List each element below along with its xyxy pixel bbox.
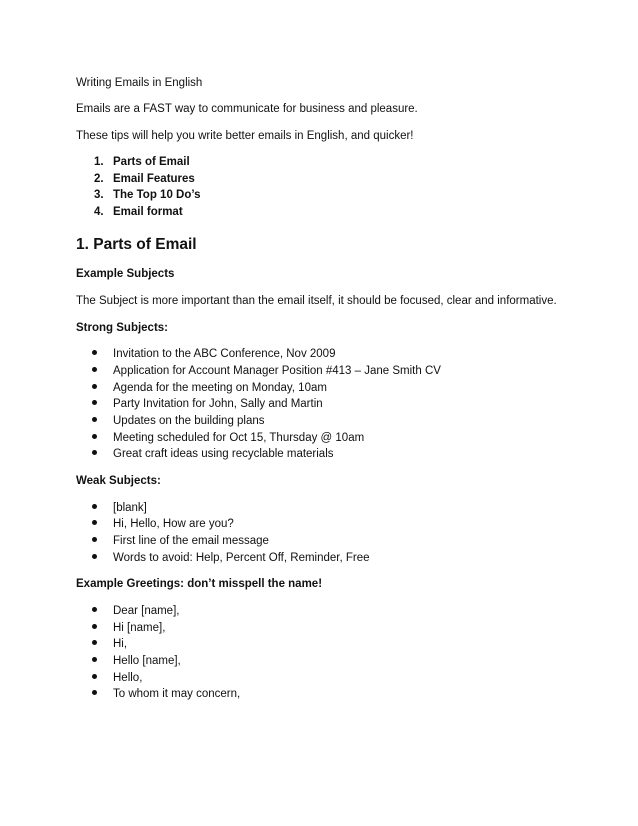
bullet-icon: [92, 537, 97, 542]
bullet-icon: [92, 400, 97, 405]
list-item: Great craft ideas using recyclable materials: [92, 447, 334, 461]
toc-item: 2. Email Features: [94, 173, 195, 185]
bullet-icon: [92, 554, 97, 559]
list-item: First line of the email message: [92, 534, 269, 548]
intro-line-2: These tips will help you write better emails in English, and quicker!: [76, 130, 414, 142]
subheading-example-greetings: Example Greetings: don’t misspell the name!: [76, 578, 323, 590]
list-item: Dear [name],: [92, 604, 179, 618]
bullet-icon: [92, 690, 97, 695]
list-item: Hi, Hello, How are you?: [92, 517, 234, 531]
list-item: Words to avoid: Help, Percent Off, Reminder, Free: [92, 551, 370, 565]
bullet-icon: [92, 417, 97, 422]
subject-description: The Subject is more important than the email itself, it should be focused, clear and informative.: [76, 295, 557, 307]
bullet-icon: [92, 624, 97, 629]
toc-item-label: Parts of Email: [113, 156, 190, 168]
section-heading: 1. Parts of Email: [76, 236, 197, 253]
list-item: Hi,: [92, 637, 127, 651]
bullet-icon: [92, 434, 97, 439]
bullet-icon: [92, 607, 97, 612]
bullet-icon: [92, 384, 97, 389]
bullet-icon: [92, 350, 97, 355]
bullet-icon: [92, 520, 97, 525]
bullet-icon: [92, 450, 97, 455]
list-item: To whom it may concern,: [92, 687, 240, 701]
bullet-icon: [92, 367, 97, 372]
toc-item-label: The Top 10 Do’s: [113, 189, 201, 201]
bullet-icon: [92, 640, 97, 645]
list-item: Updates on the building plans: [92, 414, 265, 428]
list-item: Hi [name],: [92, 621, 165, 635]
bullet-icon: [92, 504, 97, 509]
toc-item: 3. The Top 10 Do’s: [94, 189, 201, 201]
subheading-weak-subjects: Weak Subjects:: [76, 475, 161, 487]
list-item: Invitation to the ABC Conference, Nov 2009: [92, 347, 335, 361]
list-item: Party Invitation for John, Sally and Martin: [92, 397, 323, 411]
document-title: Writing Emails in English: [76, 77, 203, 89]
list-item: Meeting scheduled for Oct 15, Thursday @ 10am: [92, 431, 364, 445]
toc-item-label: Email Features: [113, 173, 195, 185]
toc-item: 4. Email format: [94, 206, 183, 218]
bullet-icon: [92, 657, 97, 662]
list-item: [blank]: [92, 501, 147, 515]
list-item: Hello,: [92, 671, 142, 685]
toc-item: 1. Parts of Email: [94, 156, 190, 168]
subheading-example-subjects: Example Subjects: [76, 268, 175, 280]
list-item: Agenda for the meeting on Monday, 10am: [92, 381, 327, 395]
intro-line-1: Emails are a FAST way to communicate for business and pleasure.: [76, 103, 418, 115]
subheading-strong-subjects: Strong Subjects:: [76, 322, 169, 334]
list-item: Hello [name],: [92, 654, 181, 668]
list-item: Application for Account Manager Position #413 – Jane Smith CV: [92, 364, 441, 378]
toc-item-label: Email format: [113, 206, 183, 218]
bullet-icon: [92, 674, 97, 679]
